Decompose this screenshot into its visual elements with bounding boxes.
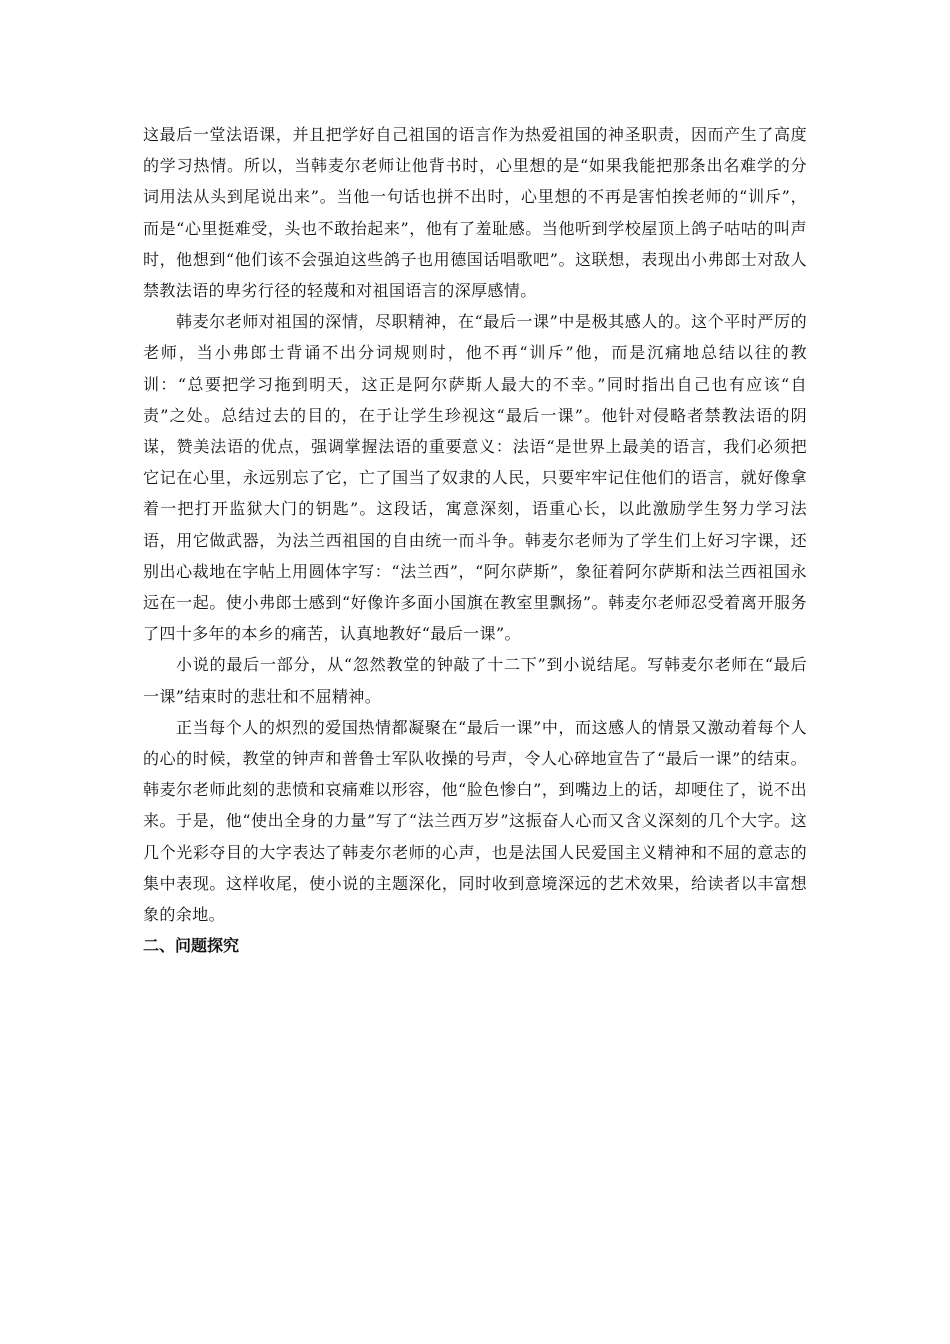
- document-body: [143, 119, 807, 961]
- paragraph-2: 韩麦尔老师对祖国的深情，尽职精神，在“最后一课”中是极其感人的。这个平时严厉的老师，当小弗郎士背诵不出分词规则时，他不再“训斥”他，而是沉痛地总结以往的教训：“总要把学习拖到明天，这正是阿尔萨斯人最大的不幸。”同时指出自己也有应该“自责”之处。总结过去的目的，在于让学生珍视这“最后一课”。他针对侵略者禁教法语的阴谋，赞美法语的优点，强调掌握法语的重要意义：法语“是世界上最美的语言，我们必须把它记在心里，永远别忘了它，亡了国当了奴隶的人民，只要牢牢记住他们的语言，就好像拿着一把打开监狱大门的钥匙”。这段话，寓意深刻，语重心长，以此激励学生努力学习法语，用它做武器，为法兰西祖国的自由统一而斗争。韩麦尔老师为了学生们上好习字课，还别出心裁地在字帖上用圆体字写：“法兰西”，“阿尔萨斯”，象征着阿尔萨斯和法兰西祖国永远在一起。使小弗郎士感到“好像许多面小国旗在教室里飘扬”。韩麦尔老师忍受着离开服务了四十多年的本乡的痛苦，认真地教好“最后一课”。: [143, 312, 807, 644]
- paragraph-1: 这最后一堂法语课，并且把学好自己祖国的语言作为热爱祖国的神圣职责，因而产生了高度的学习热情。所以，当韩麦尔老师让他背书时，心里想的是“如果我能把那条出名难学的分词用法从头到尾说出来”。当他一句话也拼不出时，心里想的不再是害怕挨老师的“训斥”，而是“心里挺难受，头也不敢抬起来”，他有了羞耻感。当他听到学校屋顶上鸽子咕咕的叫声时，他想到“他们该不会强迫这些鸽子也用德国话唱歌吧”。这联想，表现出小弗郎士对敌人禁教法语的卑劣行径的轻蔑和对祖国语言的深厚感情。: [143, 125, 807, 301]
- paragraph-4: 正当每个人的炽烈的爱国热情都凝聚在“最后一课”中，而这感人的情景又激动着每个人的心的时候，教堂的钟声和普鲁士军队收操的号声，令人心碎地宣告了“最后一课”的结束。韩麦尔老师此刻的悲愤和哀痛难以形容，他“脸色惨白”，到嘴边上的话，却哽住了，说不出来。于是，他“使出全身的力量”写了“法兰西万岁”这振奋人心而又含义深刻的几个大字。这几个光彩夺目的大字表达了韩麦尔老师的心声，也是法国人民爱国主义精神和不屈的意志的集中表现。这样收尾，使小说的主题深化，同时收到意境深远的艺术效果，给读者以丰富想象的余地。: [143, 717, 807, 925]
- section-heading: 二、问题探究: [143, 936, 240, 956]
- paragraph-3: 小说的最后一部分，从“忽然教堂的钟敲了十二下”到小说结尾。写韩麦尔老师在“最后一课”结束时的悲壮和不屈精神。: [143, 655, 807, 706]
